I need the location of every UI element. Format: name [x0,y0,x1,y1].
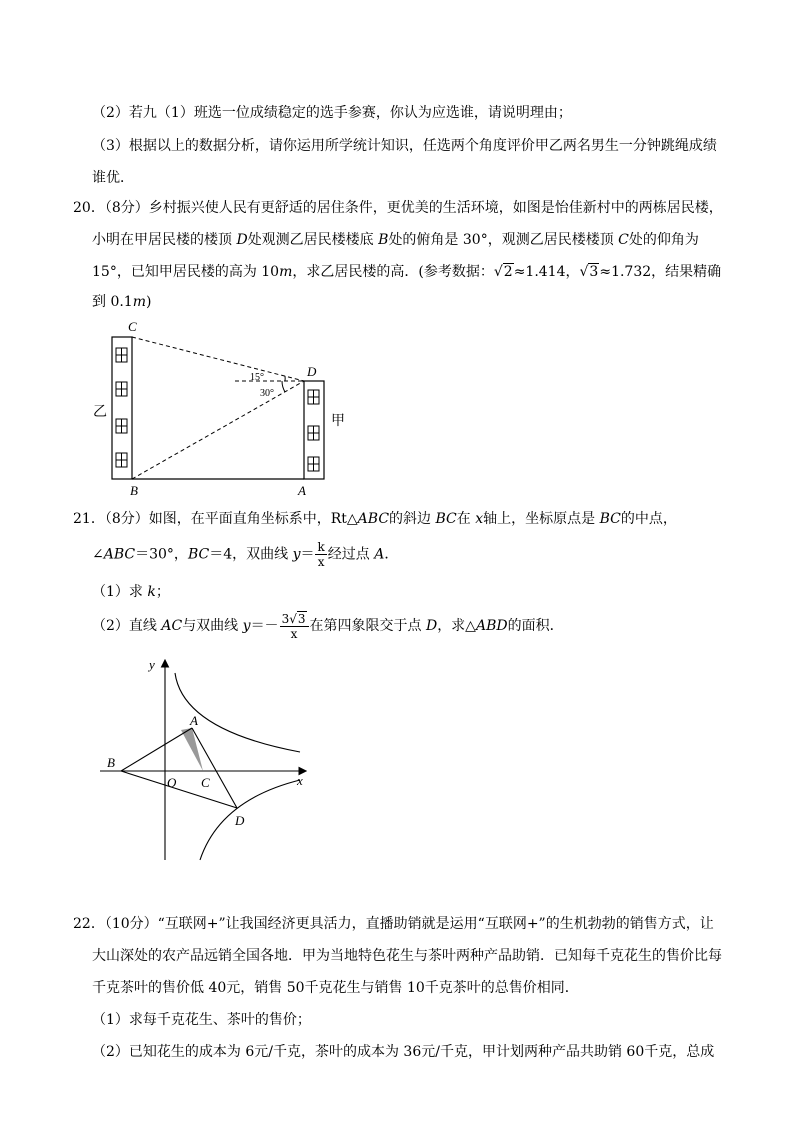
q21-text: 轴上，坐标原点是 [483,511,600,527]
q21-text: （2）直线 [92,618,162,634]
q20-text: ) [146,294,152,310]
q20-text: ≈1.732，结果精确 [599,264,722,280]
hyperbola-branch-q4 [200,780,300,860]
q20-text: 15°，已知甲居民楼的高为 10 [92,264,280,280]
q21-text: ＝4，双曲线 [209,546,293,563]
q21-segment: BC [187,546,210,563]
q21-text: ； [155,584,170,600]
q21-text: 的中点， [620,511,677,527]
q21-triangle: ABC [357,511,390,527]
coefficient: 3 [281,611,290,626]
label-b: B [130,483,138,498]
label-d: D [235,813,245,828]
q21-point: A [374,546,385,563]
q19-part2: （2）若九（1）班选一位成绩稳定的选手参赛，你认为应选谁，请说明理由； [92,105,572,121]
label-x: x [297,773,303,788]
q21-text: 的斜边 [389,511,436,527]
q20-unit: m [279,264,293,280]
q20-point-d: D [236,232,248,248]
q20-text: 处的仰角为 [628,232,699,248]
numerator: k [317,540,325,554]
q21-text: 在第四象限交于点 [309,618,426,634]
q21-sub2 [92,610,564,642]
q21-var: y [242,618,251,634]
label-angle-15: 15° [250,372,264,383]
q20-point-c: C [618,232,629,248]
sqrt-2: √2 [493,264,513,280]
denominator: x [290,626,298,641]
label-d: D [307,364,317,379]
segment-ba [121,728,192,771]
q22-sub2: （2）已知花生的成本为 6元/千克，茶叶的成本为 36元/千克，甲计划两种产品共助销 60千克，总成 [92,1044,715,1060]
q22-line1: 22．（10分）“互联网+”让我国经济更具活力，直播助销就是运用“互联网+”的生机勃勃的销售方式，让 [73,916,714,932]
q21-text: ＝ [300,546,315,563]
q20-buildings-figure [85,318,365,500]
label-o: O [167,775,177,790]
q21-text: ∠ [92,546,104,563]
q21-text: 21．（8分）如图，在平面直角坐标系中，Rt△ [73,511,358,527]
label-jia: 甲 [331,414,345,429]
q19-part3-line1: （3）根据以上的数据分析，请你运用所学统计知识，任选两个角度评价甲乙两名男生一分钟跳绳成绩 [92,138,717,154]
q20-text: 处观测乙居民楼楼底 [247,232,379,248]
q22-line2: 大山深处的农产品远销全国各地．甲为当地特色花生与茶叶两种产品助销．已知每千克花生的售价比每 [92,948,722,964]
sqrt-3: √3 [579,264,599,280]
angle-30-arc [282,381,285,392]
q21-text: ． [384,546,399,563]
q21-segment: AC [161,618,183,634]
q21-angle: ABC [103,546,136,563]
label-c: C [201,775,210,790]
q21-coordinate-figure [95,655,315,865]
label-yi: 乙 [93,405,107,420]
line-dc [132,337,304,381]
q20-line3 [92,262,721,282]
q20-line4 [92,292,151,312]
label-angle-30: 30° [260,388,274,399]
q21-var: k [147,584,156,600]
q21-segment: BC [599,511,621,527]
q20-line1: 20．（8分）乡村振兴使人民有更舒适的居住条件，更优美的生活环境，如图是怡佳新村中的两栋居民楼， [73,200,723,216]
q21-text: 经过点 [327,546,375,563]
shaded-region [181,728,203,771]
fraction-k-over-x [315,540,326,569]
q20-point-b: B [378,232,389,248]
fraction-3sqrt3-over-x [280,612,309,641]
q20-text: ，求乙居民楼的高．(参考数据： [292,264,494,280]
label-a: A [298,483,306,498]
q21-triangle: ABD [475,618,508,634]
radicand: 3 [589,264,599,280]
q19-part3-line2: 谁优． [92,170,134,186]
q21-line2 [92,540,398,569]
q21-text: ＝30°， [135,546,188,563]
q20-text: 处的俯角是 30°，观测乙居民楼楼顶 [388,232,619,248]
numerator: 3√3 [280,612,309,627]
line-db [132,381,304,479]
q21-sub1 [92,582,170,602]
label-c: C [128,319,137,334]
radicand: 2 [503,264,513,280]
q22-line3: 千克茶叶的售价低 40元，销售 50千克花生与销售 10千克茶叶的总售价相同． [92,980,579,996]
q21-text: 与双曲线 [182,618,243,634]
denominator: x [317,555,325,569]
q20-unit: m [132,294,146,310]
q21-text: ＝－ [250,618,279,634]
label-a: A [190,713,198,728]
label-y: y [149,657,155,672]
q20-text: 小明在甲居民楼的楼顶 [92,232,237,248]
q21-text: ，求△ [437,618,476,634]
q21-var: y [292,546,301,563]
q21-line1 [73,509,677,529]
label-b: B [107,755,115,770]
q21-text: （1）求 [92,584,148,600]
q20-line2 [92,230,699,250]
q21-text: 的面积． [507,618,564,634]
q22-sub1: （1）求每千克花生、茶叶的售价； [92,1012,311,1028]
q21-point: D [425,618,438,634]
q21-text: 在 [456,511,476,527]
q20-text: ≈1.414， [513,264,580,280]
radicand: 3 [297,611,306,626]
q21-segment: BC [435,511,457,527]
q21-axis: x [475,511,484,527]
q20-text: 到 0.1 [92,294,133,310]
